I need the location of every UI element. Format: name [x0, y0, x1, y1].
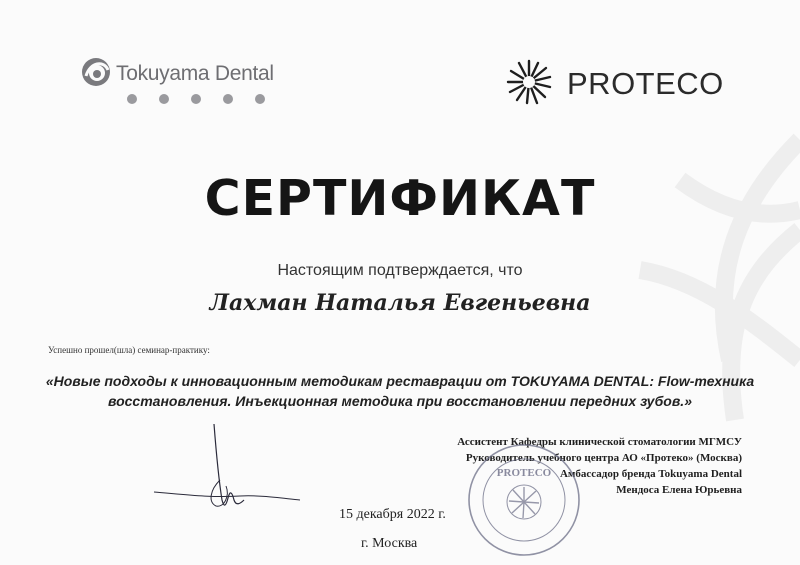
course-title-line-1: «Новые подходы к инновационным методикам реставрации от TOKUYAMA DENTAL: Flow-техника: [45, 373, 755, 389]
stamp-text: PROTECO: [496, 467, 552, 479]
signatory-position-2: Руководитель учебного центра АО «Протеко» (Москва): [465, 452, 742, 464]
passed-label: Успешно прошел(шла) семинар-практику:: [48, 345, 210, 355]
tokuyama-dots: [126, 93, 276, 105]
issue-city: г. Москва: [361, 536, 418, 551]
proteco-burst-icon: [505, 58, 553, 106]
signatory-name: Мендоса Елена Юрьевна: [616, 484, 742, 496]
signatory-position-1: Ассистент Кафедры клинической стоматологии МГМСУ: [457, 436, 742, 448]
company-stamp: [456, 440, 592, 558]
confirmation-text: Настоящим подтверждается, что: [277, 262, 523, 279]
course-title: [40, 371, 760, 411]
tokuyama-swirl-icon: [80, 56, 112, 88]
signatory-position-3: Амбассадор бренда Tokuyama Dental: [559, 468, 742, 480]
proteco-wordmark: PROTECO: [567, 66, 724, 101]
course-title-line-2: восстановления. Инъекционная методика при восстановлении передних зубов.»: [107, 393, 692, 409]
issue-date: 15 декабря 2022 г.: [339, 507, 446, 522]
tokuyama-wordmark: Tokuyama Dental: [116, 62, 274, 85]
recipient-name: Лахман Наталья Евгеньевна: [209, 290, 591, 316]
certificate-title: СЕРТИФИКАТ: [204, 170, 596, 227]
handwritten-signature: [150, 420, 310, 515]
